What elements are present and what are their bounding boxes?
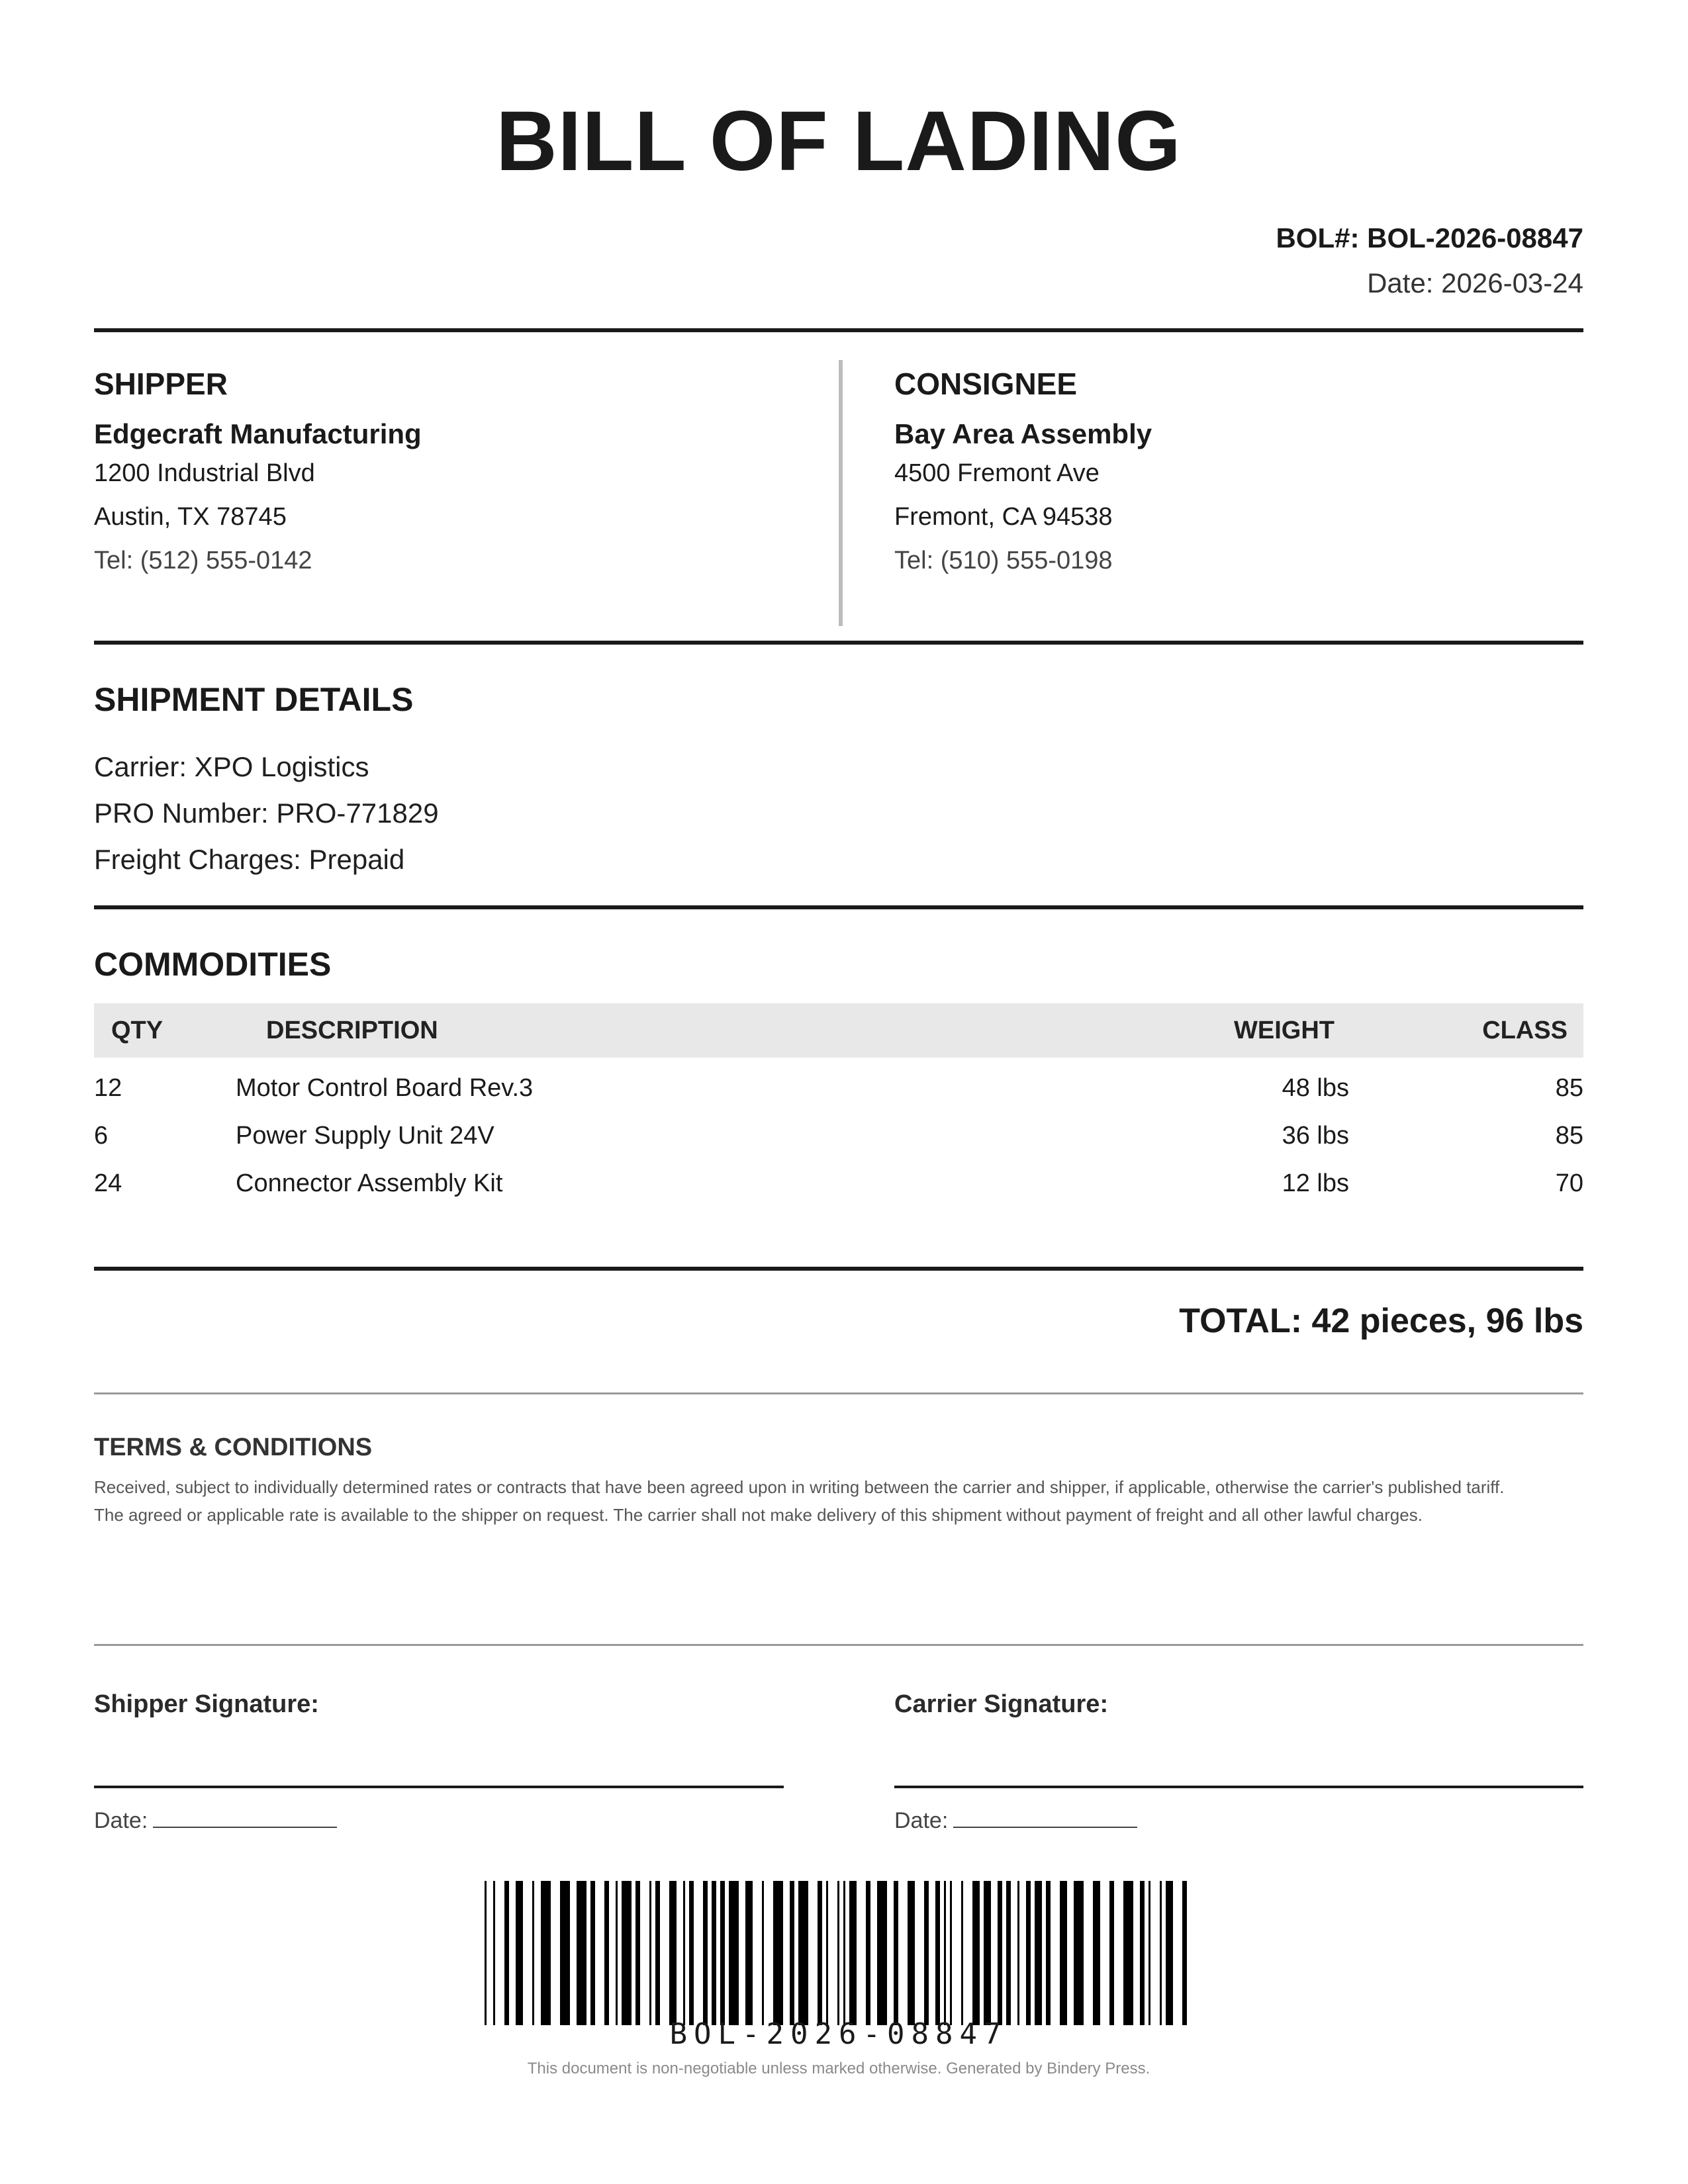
barcode-bar bbox=[798, 1881, 808, 2025]
divider bbox=[94, 641, 1583, 645]
barcode-bar bbox=[729, 1881, 739, 2025]
table-row bbox=[94, 1160, 1583, 1207]
commodities-heading: COMMODITIES bbox=[94, 946, 332, 983]
divider bbox=[94, 905, 1583, 909]
barcode bbox=[485, 1881, 1193, 2025]
barcode-bar bbox=[703, 1881, 708, 2025]
shipper-name: Edgecraft Manufacturing bbox=[94, 418, 422, 449]
document-date: Date: 2026-03-24 bbox=[1367, 267, 1583, 298]
barcode-bar bbox=[1035, 1881, 1042, 2025]
barcode-bar bbox=[1006, 1881, 1011, 2025]
barcode-bar bbox=[935, 1881, 940, 2025]
shipper-date-field[interactable] bbox=[94, 1807, 337, 1834]
column-divider bbox=[839, 360, 843, 626]
consignee-address-line1: 4500 Fremont Ave bbox=[894, 459, 1100, 487]
barcode-bar bbox=[649, 1881, 651, 2025]
bill-of-lading-page bbox=[94, 0, 1583, 2184]
divider bbox=[94, 1644, 1583, 1646]
column-header-weight: WEIGHT bbox=[1234, 1017, 1335, 1044]
barcode-bar bbox=[720, 1881, 725, 2025]
barcode-bar bbox=[908, 1881, 915, 2025]
barcode-bar bbox=[745, 1881, 753, 2025]
date-label: Date: bbox=[94, 1808, 148, 1833]
barcode-bar bbox=[762, 1881, 764, 2025]
barcode-bar bbox=[1166, 1881, 1173, 2025]
shipper-signature-label: Shipper Signature: bbox=[94, 1690, 319, 1718]
barcode-bar bbox=[1160, 1881, 1162, 2025]
pro-number-line: PRO Number: PRO-771829 bbox=[94, 797, 439, 829]
shipper-phone: Tel: (512) 555-0142 bbox=[94, 547, 312, 574]
barcode-bar bbox=[541, 1881, 551, 2025]
barcode-bar bbox=[1123, 1881, 1133, 2025]
barcode-bar bbox=[849, 1881, 857, 2025]
shipper-address-line2: Austin, TX 78745 bbox=[94, 503, 287, 531]
barcode-bar bbox=[616, 1881, 618, 2025]
cell-class: 70 bbox=[1555, 1169, 1583, 1197]
carrier-line: Carrier: XPO Logistics bbox=[94, 751, 369, 782]
barcode-bar bbox=[1140, 1881, 1145, 2025]
cell-weight: 48 lbs bbox=[1282, 1074, 1349, 1102]
document-title: BILL OF LADING bbox=[496, 94, 1182, 189]
barcode-bar bbox=[655, 1881, 660, 2025]
shipment-details bbox=[94, 744, 439, 883]
date-blank[interactable] bbox=[153, 1807, 337, 1828]
table-row bbox=[94, 1064, 1583, 1112]
bol-number: BOL#: BOL-2026-08847 bbox=[1276, 222, 1583, 253]
table-row bbox=[94, 1112, 1583, 1160]
shipper-signature-line[interactable] bbox=[94, 1786, 784, 1788]
barcode-bar bbox=[826, 1881, 828, 2025]
barcode-text: BOL-2026-08847 bbox=[669, 2017, 1008, 2051]
terms-line: The agreed or applicable rate is available to the shipper on request. The carrier shall not make delivery of this shipment without payment of freight and all other lawful charges. bbox=[94, 1505, 1423, 1525]
barcode-bar bbox=[1093, 1881, 1100, 2025]
consignee-name: Bay Area Assembly bbox=[894, 418, 1152, 449]
barcode-bar bbox=[837, 1881, 839, 2025]
barcode-bar bbox=[590, 1881, 595, 2025]
freight-charges-line: Freight Charges: Prepaid bbox=[94, 844, 405, 875]
cell-description: Connector Assembly Kit bbox=[236, 1169, 503, 1197]
barcode-bar bbox=[560, 1881, 570, 2025]
terms-text bbox=[94, 1473, 1583, 1529]
column-header-description: DESCRIPTION bbox=[266, 1017, 438, 1044]
barcode-bar bbox=[961, 1881, 963, 2025]
consignee-heading: CONSIGNEE bbox=[894, 367, 1078, 401]
consignee-address-line2: Fremont, CA 94538 bbox=[894, 503, 1113, 531]
terms-heading: TERMS & CONDITIONS bbox=[94, 1433, 373, 1461]
shipment-details-heading: SHIPMENT DETAILS bbox=[94, 681, 414, 718]
barcode-bar bbox=[773, 1881, 783, 2025]
consignee-phone: Tel: (510) 555-0198 bbox=[894, 547, 1113, 574]
barcode-bar bbox=[622, 1881, 632, 2025]
barcode-bar bbox=[1182, 1881, 1187, 2025]
cell-weight: 36 lbs bbox=[1282, 1122, 1349, 1150]
barcode-bar bbox=[485, 1881, 487, 2025]
barcode-bar bbox=[894, 1881, 898, 2025]
barcode-bar bbox=[866, 1881, 870, 2025]
commodities-table-header bbox=[94, 1003, 1583, 1058]
barcode-bar bbox=[635, 1881, 640, 2025]
cell-weight: 12 lbs bbox=[1282, 1169, 1349, 1197]
column-header-class: CLASS bbox=[1482, 1017, 1568, 1044]
cell-qty: 6 bbox=[94, 1122, 109, 1150]
barcode-bar bbox=[950, 1881, 952, 2025]
barcode-bar bbox=[683, 1881, 685, 2025]
cell-class: 85 bbox=[1555, 1122, 1583, 1150]
barcode-bar bbox=[689, 1881, 694, 2025]
barcode-bar bbox=[877, 1881, 887, 2025]
shipper-heading: SHIPPER bbox=[94, 367, 228, 401]
barcode-bar bbox=[1109, 1881, 1114, 2025]
barcode-bar bbox=[1074, 1881, 1084, 2025]
barcode-bar bbox=[712, 1881, 716, 2025]
barcode-bar bbox=[1149, 1881, 1150, 2025]
barcode-bar bbox=[604, 1881, 609, 2025]
barcode-bar bbox=[1046, 1881, 1051, 2025]
date-label: Date: bbox=[894, 1808, 949, 1833]
barcode-bar bbox=[577, 1881, 586, 2025]
barcode-bar bbox=[1026, 1881, 1031, 2025]
barcode-bar bbox=[972, 1881, 980, 2025]
barcode-bar bbox=[998, 1881, 1002, 2025]
footer-note: This document is non-negotiable unless marked otherwise. Generated by Bindery Press. bbox=[527, 2060, 1150, 2077]
barcode-bar bbox=[944, 1881, 946, 2025]
barcode-bar bbox=[504, 1881, 509, 2025]
column-header-qty: QTY bbox=[111, 1017, 164, 1044]
divider bbox=[94, 328, 1583, 332]
barcode-bar bbox=[1060, 1881, 1067, 2025]
barcode-bar bbox=[516, 1881, 523, 2025]
carrier-signature-label: Carrier Signature: bbox=[894, 1690, 1109, 1718]
barcode-bar bbox=[924, 1881, 929, 2025]
carrier-signature-line[interactable] bbox=[894, 1786, 1583, 1788]
shipper-address-line1: 1200 Industrial Blvd bbox=[94, 459, 315, 487]
barcode-bar bbox=[818, 1881, 822, 2025]
cell-description: Motor Control Board Rev.3 bbox=[236, 1074, 534, 1102]
shipper-block bbox=[94, 365, 822, 582]
cell-description: Power Supply Unit 24V bbox=[236, 1122, 494, 1150]
barcode-bar bbox=[984, 1881, 991, 2025]
barcode-bar bbox=[532, 1881, 534, 2025]
terms-line: Received, subject to individually determined rates or contracts that have been agreed upon in writing between the carrier and shipper, if applicable, otherwise the carrier's published tariff. bbox=[94, 1477, 1505, 1497]
cell-qty: 12 bbox=[94, 1074, 122, 1102]
divider bbox=[94, 1267, 1583, 1271]
carrier-date-field[interactable] bbox=[894, 1807, 1137, 1834]
barcode-bar bbox=[669, 1881, 677, 2025]
consignee-block bbox=[894, 365, 1556, 582]
shipment-total: TOTAL: 42 pieces, 96 lbs bbox=[1179, 1302, 1583, 1340]
cell-class: 85 bbox=[1555, 1074, 1583, 1102]
barcode-bar bbox=[1017, 1881, 1019, 2025]
date-blank[interactable] bbox=[953, 1807, 1137, 1828]
cell-qty: 24 bbox=[94, 1169, 122, 1197]
barcode-bar bbox=[493, 1881, 495, 2025]
barcode-bar bbox=[843, 1881, 845, 2025]
divider bbox=[94, 1392, 1583, 1394]
barcode-bar bbox=[790, 1881, 794, 2025]
